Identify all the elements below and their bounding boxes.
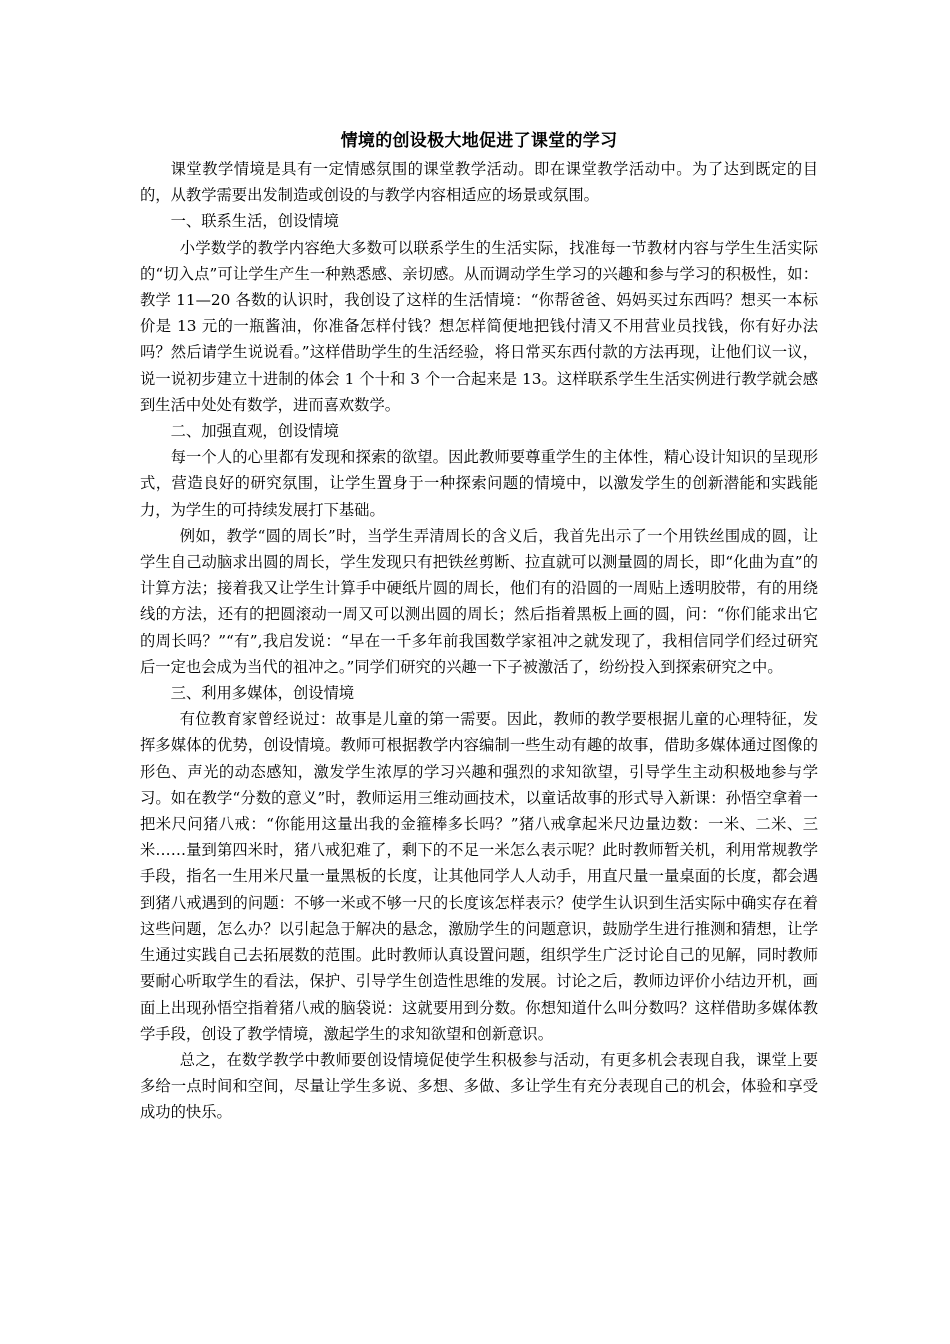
section-1-paragraph-1: 小学数学的教学内容绝大多数可以联系学生的生活实际，找准每一节教材内容与学生生活实际的“切入点”可让学生产生一种熟悉感、亲切感。从而调动学生学习的兴趣和参与学习的积极性，如：教学 11—20 各数的认识时，我创设了这样的生活情境：“你帮爸爸、妈妈买过东西吗？想买一本标价是 13 元的一瓶酱油，你准备怎样付钱？想怎样简便地把钱付清又不用营业员找钱，你有好办法吗？然后请学生说说看。”这样借助学生的生活经验，将日常买东西付款的方法再现，让他们议一议，说一说初步建立十进制的体会 1 个十和 3 个一合起来是 13。这样联系学生生活实例进行教学就会感到生活中处处有数学，进而喜欢数学。 <box>140 238 818 414</box>
section-3-paragraph-1: 有位教育家曾经说过：故事是儿童的第一需要。因此，教师的教学要根据儿童的心理特征，发挥多媒体的优势，创设情境。教师可根据教学内容编制一些生动有趣的故事，借助多媒体通过图像的形色、声光的动态感知，激发学生浓厚的学习兴趣和强烈的求知欲望，引导学生主动积极地参与学习。如在教学“分数的意义”时，教师运用三维动画技术，以童话故事的形式导入新课：孙悟空拿着一把米尺问猪八戒：“你能用这量出我的金箍棒多长吗？”猪八戒拿起米尺边量边数：一米、二米、三米……量到第四米时，猪八戒犯难了，剩下的不足一米怎么表示呢？此时教师暂关机，利用常规教学手段，指名一生用米尺量一量黑板的长度，让其他同学人人动手，用直尺量一量桌面的长度，都会遇到猪八戒遇到的问题：不够一米或不够一尺的长度该怎样表示？使学生认识到生活实际中确实存在着这些问题，怎么办？以引起急于解决的悬念，激励学生的问题意识，鼓励学生进行推测和猜想，让学生通过实践自己去拓展数的范围。此时教师认真设置问题，组织学生广泛讨论自己的见解，同时教师要耐心听取学生的看法，保护、引导学生创造性思维的发展。讨论之后，教师边评价小结边开机，画面上出现孙悟空指着猪八戒的脑袋说：这就要用到分数。你想知道什么叫分数吗？这样借助多媒体教学手段，创设了教学情境，激起学生的求知欲望和创新意识。 <box>140 710 818 1043</box>
section-2-heading: 二、加强直观，创设情境 <box>170 422 339 441</box>
section-2-paragraph-2: 例如，教学“圆的周长”时，当学生弄清周长的含义后，我首先出示了一个用铁丝围成的圆，让学生自己动脑求出圆的周长，学生发现只有把铁丝剪断、拉直就可以测量圆的周长，即“化曲为直”的计算方法；接着我又让学生计算手中硬纸片圆的周长，他们有的沿圆的一周贴上透明胶带，有的用绕线的方法，还有的把圆滚动一周又可以测出圆的周长；然后指着黑板上画的圆，问：“你们能求出它的周长吗？”“有”,我启发说：“早在一千多年前我国数学家祖冲之就发现了，我相信同学们经过研究后一定也会成为当代的祖冲之。”同学们研究的兴趣一下子被激活了，纷纷投入到探索研究之中。 <box>140 526 818 676</box>
intro-paragraph: 课堂教学情境是具有一定情感氛围的课堂教学活动。即在课堂教学活动中。为了达到既定的目的，从教学需要出发制造或创设的与教学内容相适应的场景或氛围。 <box>140 160 818 205</box>
section-1-heading: 一、联系生活，创设情境 <box>170 212 339 231</box>
section-2-paragraph-1: 每一个人的心里都有发现和探索的欲望。因此教师要尊重学生的主体性，精心设计知识的呈现形式，营造良好的研究氛围，让学生置身于一种探索问题的情境中，以激发学生的创新潜能和实践能力，为学生的可持续发展打下基础。 <box>140 448 818 519</box>
section-3-heading: 三、利用多媒体，创设情境 <box>170 684 355 703</box>
document-title: 情境的创设极大地促进了课堂的学习 <box>340 131 618 151</box>
document-body <box>140 128 818 1126</box>
conclusion-paragraph: 总之，在数学教学中教师要创设情境促使学生积极参与活动，有更多机会表现自我，课堂上要多给一点时间和空间，尽量让学生多说、多想、多做、多让学生有充分表现自己的机会，体验和享受成功的快乐。 <box>140 1050 818 1122</box>
